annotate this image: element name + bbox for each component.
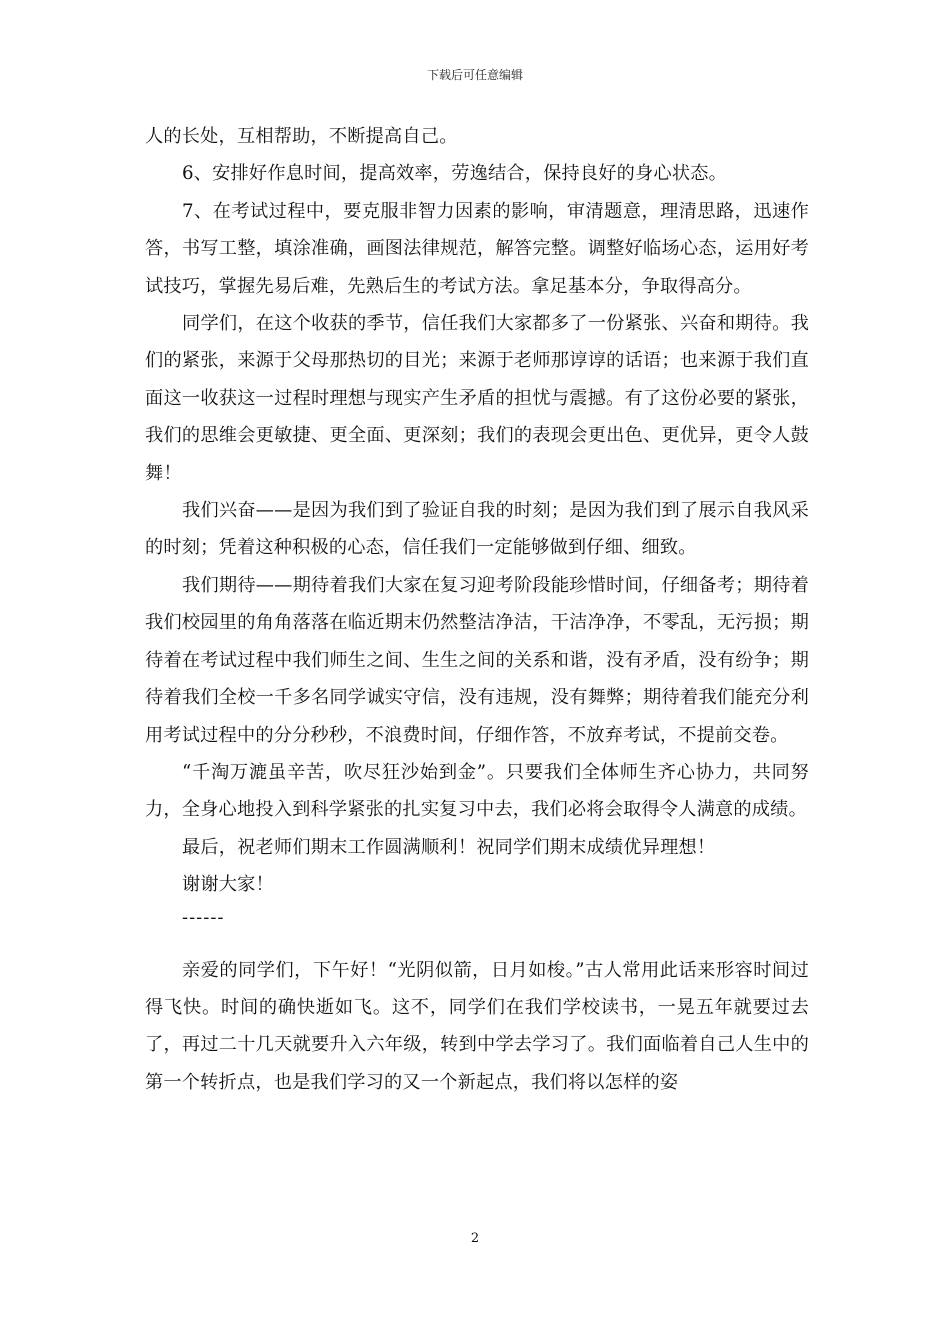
paragraph: 同学们，在这个收获的季节，信任我们大家都多了一份紧张、兴奋和期待。我们的紧张，来源于父母那热切的目光；来源于老师那谆谆的话语；也来源于我们直面这一收获这一过程时理想与现实产生矛盾的担忧与震撼。有了这份必要的紧张，我们的思维会更敏捷、更全面、更深刻；我们的表现会更出色、更优异，更令人鼓舞！ xyxy=(145,313,809,484)
paragraph: 人的长处，互相帮助，不断提高自己。 xyxy=(145,126,458,147)
paragraph: 最后，祝老师们期末工作圆满顺利！祝同学们期末成绩优异理想！ xyxy=(182,836,716,858)
paragraph: 我们期待——期待着我们大家在复习迎考阶段能珍惜时间，仔细备考；期待着我们校园里的角角落落在临近期末仍然整洁净洁，干洁净净，不零乱，无污损；期待着在考试过程中我们师生之间、生生之间的关系和谐，没有矛盾，没有纷争；期待着我们全校一千多名同学诚实守信，没有违规，没有舞弊；期待着我们能充分利用考试过程中的分分秒秒，不浪费时间，仔细作答，不放弃考试，不提前交卷。 xyxy=(145,574,809,746)
paragraph: 我们兴奋——是因为我们到了验证自我的时刻；是因为我们到了展示自我风采的时刻；凭着这种积极的心态，信任我们一定能够做到仔细、细致。 xyxy=(145,500,809,559)
paragraph: “千淘万漉虽辛苦，吹尽狂沙始到金”。只要我们全体师生齐心协力，共同努力，全身心地投入到科学紧张的扎实复习中去，我们必将会取得令人满意的成绩。 xyxy=(145,761,809,821)
paragraph: 亲爱的同学们，下午好！“光阴似箭，日月如梭。”古人常用此话来形容时间过得飞快。时间的确快逝如飞。这不，同学们在我们学校读书，一晃五年就要过去了，再过二十几天就要升入六年级，转到中学去学习了。我们面临着自己人生中的第一个转折点，也是我们学习的又一个新起点，我们将以怎样的姿 xyxy=(145,959,809,1093)
paragraph: 谢谢大家！ xyxy=(182,874,274,896)
page-header: 下载后可任意编辑 xyxy=(426,68,523,82)
page-number: 2 xyxy=(470,1231,480,1246)
document-body xyxy=(145,118,809,1101)
section-separator: ------ xyxy=(182,906,225,928)
paragraph: 7、在考试过程中，要克服非智力因素的影响，审清题意，理清思路，迅速作答，书写工整，填涂准确，画图法律规范，解答完整。调整好临场心态，运用好考试技巧，掌握先易后难，先熟后生的考试方法。拿足基本分，争取得高分。 xyxy=(145,200,809,297)
paragraph: 6、安排好作息时间，提高效率，劳逸结合，保持良好的身心状态。 xyxy=(182,163,728,185)
